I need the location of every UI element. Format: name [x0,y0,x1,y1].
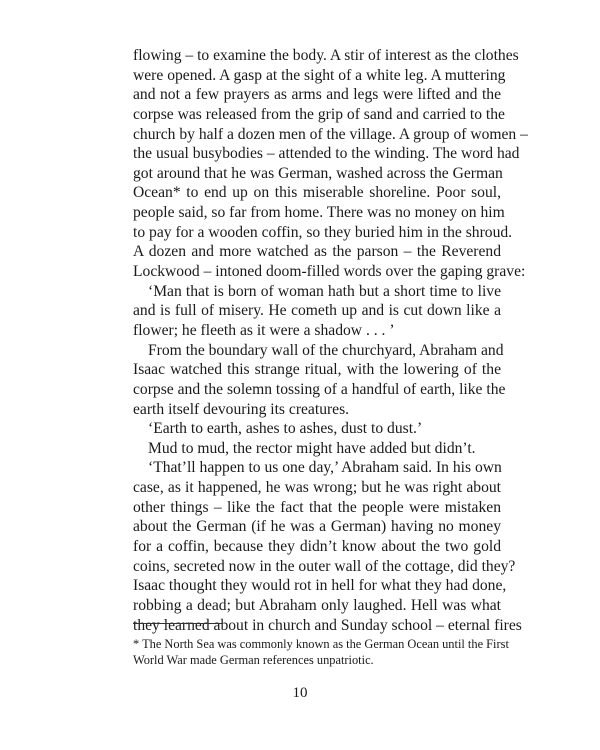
page-number: 10 [292,685,308,701]
text-line: earth itself devouring its creatures. [133,400,350,418]
body-text [133,46,528,635]
text-line: for a coffin, because they didn’t know about the two gold [133,538,501,556]
text-line: ‘That’ll happen to us one day,’ Abraham said. In his own [148,459,502,477]
text-line: Isaac thought they would rot in hell for what they had done, [133,577,507,595]
text-line: people said, so far from home. There was no money on him [133,204,505,222]
text-line: Mud to mud, the rector might have added but didn’t. [148,439,476,457]
text-line: flowing – to examine the body. A stir of interest as the clothes [133,47,519,64]
text-line: corpse was released from the grip of sand and carried to the [133,105,505,123]
text-line: they learned about in church and Sunday school – eternal fires [133,616,522,634]
text-line: ‘Man that is born of woman hath but a short time to live [148,282,501,300]
text-line: other things – like the fact that the people were mistaken [133,498,501,516]
text-line: A dozen and more watched as the parson – the Reverend [133,243,501,261]
text-line: coins, secreted now in the outer wall of the cottage, did they? [133,557,516,575]
text-line: were opened. A gasp at the sight of a white leg. A muttering [133,66,506,84]
text-line: to pay for a wooden coffin, so they buried him in the shroud. [133,223,513,241]
text-line: ‘Earth to earth, ashes to ashes, dust to dust.’ [148,420,423,438]
text-line: robbing a dead; but Abraham only laughed. Hell was what [133,596,501,614]
footnote-line: * The North Sea was commonly known as the German Ocean until the First [133,637,509,651]
text-line: Isaac watched this strange ritual, with the lowering of the [133,361,501,379]
footnote-divider [133,623,223,624]
text-line: case, as it happened, he was wrong; but he was right about [133,479,501,497]
text-line: church by half a dozen men of the village. A group of women – [133,125,528,143]
text-line: got around that he was German, washed across the German [133,164,503,182]
text-line: and not a few prayers as arms and legs were lifted and the [133,86,501,104]
footnote [133,636,509,668]
text-line: From the boundary wall of the churchyard, Abraham and [148,341,504,359]
footnote-line: World War made German references unpatriotic. [133,653,374,667]
text-line: flower; he fleeth as it were a shadow . . . ’ [133,321,395,339]
text-line: Lockwood – intoned doom-filled words over the gaping grave: [133,263,526,281]
text-line: and is full of misery. He cometh up and is cut down like a [133,302,501,320]
text-line: corpse and the solemn tossing of a handful of earth, like the [133,380,506,398]
text-line: Ocean* to end up on this miserable shoreline. Poor soul, [133,184,501,202]
text-line: about the German (if he was a German) having no money [133,518,501,536]
text-line: the usual busybodies – attended to the winding. The word had [133,145,520,163]
